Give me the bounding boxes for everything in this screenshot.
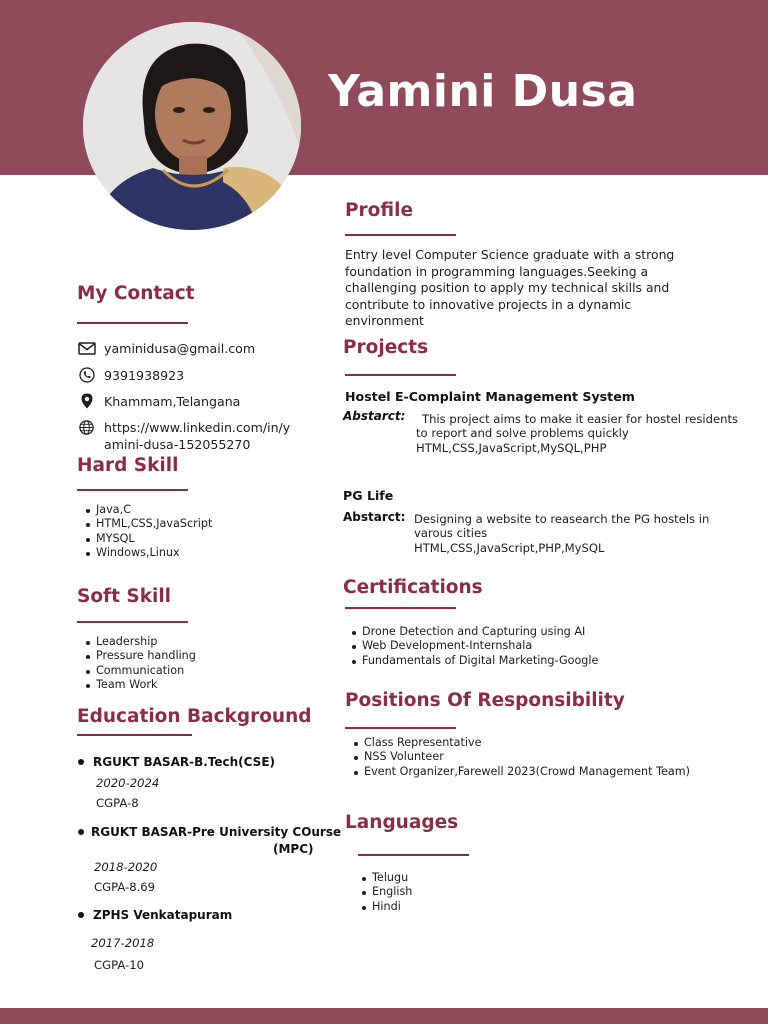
education-item-years: 2018-2020 — [94, 860, 158, 874]
abstract-line: Designing a website to reasearch the PG hostels in — [414, 512, 710, 526]
list-item: Team Work — [85, 678, 196, 692]
my-contact-title: My Contact — [77, 283, 195, 304]
project-title: Hostel E-Complaint Management System — [345, 389, 635, 404]
list-item: Class Representative — [353, 736, 690, 750]
soft-skill-title: Soft Skill — [77, 586, 172, 607]
projects-title: Projects — [343, 337, 429, 358]
education-item-name: RGUKT BASAR-Pre University COurse — [91, 825, 342, 839]
abstract-line: HTML,CSS,JavaScript,PHP,MySQL — [414, 540, 605, 555]
list-item: English — [361, 885, 412, 899]
education-title: Education Background — [77, 706, 312, 727]
education-bullet — [78, 912, 84, 918]
abstract-line: varous cities — [414, 526, 488, 541]
list-item: Web Development-Internshala — [351, 639, 598, 653]
location-pin-icon — [77, 393, 96, 409]
certifications-list — [351, 625, 598, 668]
education-bullet — [78, 759, 84, 765]
projects-rule — [345, 374, 456, 376]
list-item: Event Organizer,Farewell 2023(Crowd Management Team) — [353, 765, 690, 779]
list-item: Java,C — [85, 503, 212, 517]
hard-skill-list — [85, 503, 212, 560]
responsibility-rule — [345, 727, 456, 729]
footer-band — [0, 1008, 768, 1024]
education-item-cgpa: CGPA-8.69 — [94, 880, 156, 894]
education-item-cgpa: CGPA-10 — [94, 958, 144, 972]
linkedin-text[interactable] — [104, 419, 290, 453]
education-item-name: RGUKT BASAR-B.Tech(CSE) — [93, 755, 276, 769]
list-item: Drone Detection and Capturing using AI — [351, 625, 598, 639]
languages-list — [361, 871, 412, 914]
education-item-name: ZPHS Venkatapuram — [93, 908, 233, 922]
certifications-rule — [345, 607, 456, 609]
globe-icon — [77, 419, 96, 435]
portrait-image — [83, 22, 301, 230]
candidate-name: Yamini Dusa — [328, 66, 638, 117]
contact-phone[interactable] — [77, 367, 184, 384]
list-item: NSS Volunteer — [353, 750, 690, 764]
list-item: HTML,CSS,JavaScript — [85, 517, 212, 531]
linkedin-line-1: https://www.linkedin.com/in/y — [104, 420, 291, 435]
abstract-label: Abstarct: — [343, 409, 406, 423]
list-item: Communication — [85, 664, 196, 678]
education-item-years: 2020-2024 — [96, 776, 160, 790]
my-contact-rule — [77, 322, 188, 324]
education-item-name-line2: (MPC) — [273, 842, 314, 856]
linkedin-line-2: amini-dusa-152055270 — [104, 437, 251, 452]
languages-rule — [358, 854, 469, 856]
list-item: Pressure handling — [85, 649, 196, 663]
soft-skill-rule — [77, 621, 188, 623]
phone-icon — [77, 367, 96, 383]
profile-title: Profile — [345, 200, 413, 221]
profile-line: challenging position to apply my technical skills and — [345, 280, 670, 296]
education-rule — [77, 734, 192, 736]
contact-email[interactable] — [77, 340, 255, 357]
responsibility-title: Positions Of Responsibility — [345, 690, 625, 711]
list-item: Telugu — [361, 871, 412, 885]
profile-photo — [83, 22, 301, 230]
list-item: Windows,Linux — [85, 546, 212, 560]
profile-line: environment — [345, 313, 424, 329]
certifications-title: Certifications — [343, 577, 483, 598]
profile-line: contribute to innovative projects in a dynamic — [345, 296, 632, 312]
contact-linkedin[interactable] — [77, 419, 290, 453]
list-item: Leadership — [85, 635, 196, 649]
education-item-years: 2017-2018 — [91, 936, 155, 950]
hard-skill-rule — [77, 489, 188, 491]
abstract-line: to report and solve problems quickly — [416, 426, 629, 441]
hard-skill-title: Hard Skill — [77, 455, 179, 476]
languages-title: Languages — [345, 812, 459, 833]
location-text: Khammam,Telangana — [104, 394, 241, 409]
education-item-cgpa: CGPA-8 — [96, 796, 139, 810]
education-bullet — [78, 829, 84, 835]
mail-icon — [77, 340, 96, 356]
email-text: yaminidusa@gmail.com — [104, 341, 256, 356]
abstract-line: This project aims to make it easier for hostel residents — [422, 412, 739, 426]
project-title: PG Life — [343, 488, 394, 503]
soft-skill-list — [85, 635, 196, 692]
contact-location — [77, 393, 240, 410]
list-item: Hindi — [361, 900, 412, 914]
abstract-line: HTML,CSS,JavaScript,MySQL,PHP — [416, 440, 607, 455]
profile-line: Entry level Computer Science graduate with a strong — [345, 247, 675, 262]
list-item: Fundamentals of Digital Marketing-Google — [351, 654, 598, 668]
abstract-label: Abstarct: — [343, 510, 406, 524]
project-abstract — [416, 412, 746, 455]
responsibility-list — [353, 736, 690, 779]
profile-rule — [345, 234, 456, 236]
profile-line: foundation in programming languages.Seeking a — [345, 263, 649, 279]
project-abstract — [414, 512, 744, 555]
phone-text: 9391938923 — [104, 368, 185, 383]
profile-text — [345, 247, 715, 330]
list-item: MYSQL — [85, 532, 212, 546]
